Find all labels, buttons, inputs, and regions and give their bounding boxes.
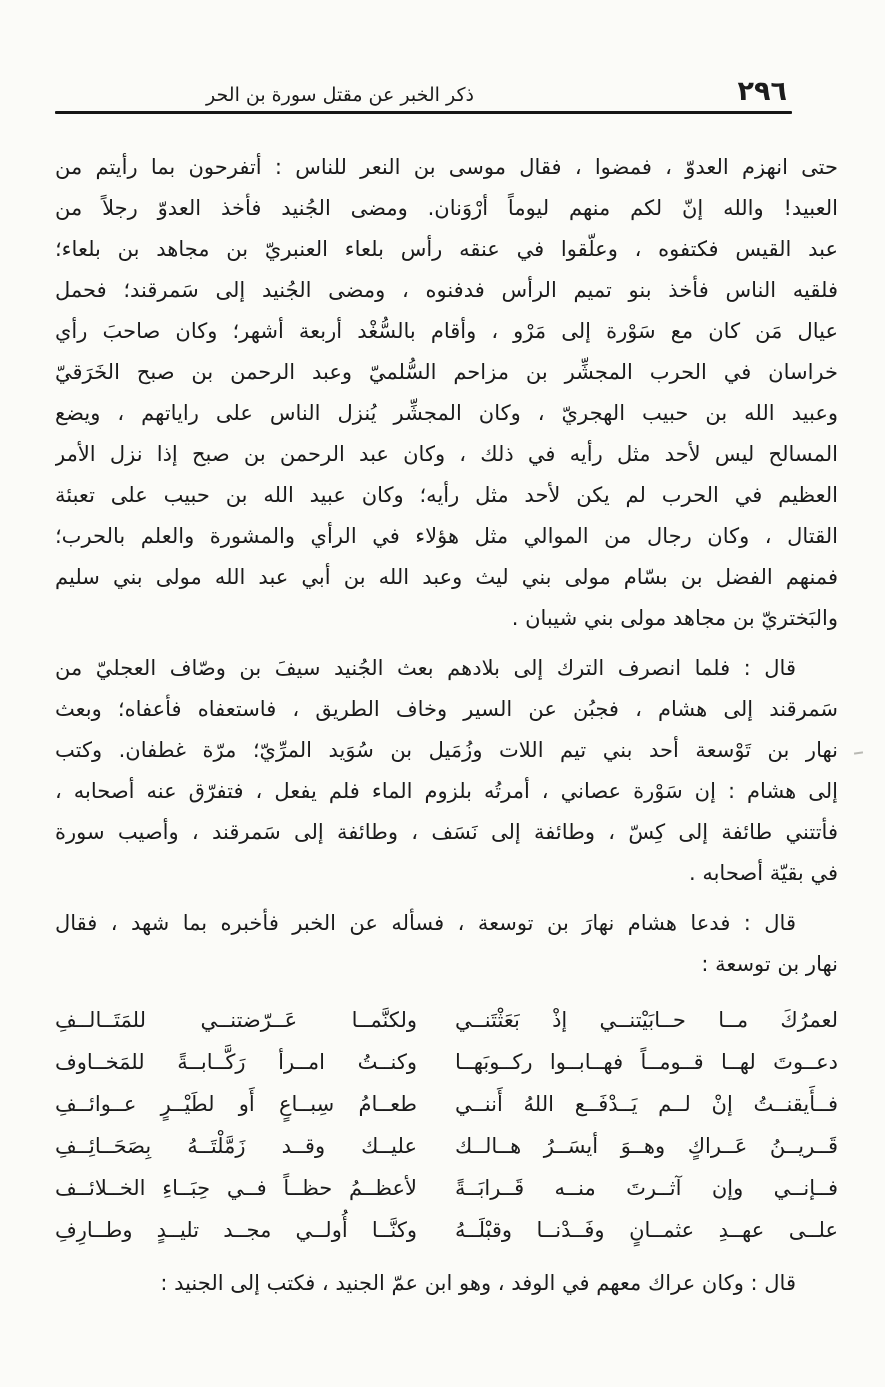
- poem-verse: [55, 1125, 838, 1167]
- poem-verse: [55, 999, 838, 1041]
- text-line: عبد القيس فكتفوه ، وعلّقوا في عنقه رأس بلعاء العنبريّ بن مجاهد بن بلعاء؛: [55, 237, 838, 261]
- text-line: القتال ، وكان رجال من الموالي مثل هؤلاء في الرأي والمشورة والعلم بالحرب؛: [55, 524, 838, 548]
- text-line: وعبيد الله بن حبيب الهجريّ ، وكان المجشِّر يُنزل الناس على راياتهم ، ويضع: [55, 401, 838, 425]
- text-line: حتى انهزم العدوّ ، فمضوا ، فقال موسى بن النعر للناس : أتفرحون بما رأيتم من: [55, 155, 838, 179]
- text-line: نهار بن توسعة :: [701, 952, 838, 976]
- text-line: قال : وكان عراك معهم في الوفد ، وهو ابن عمّ الجنيد ، فكتب إلى الجنيد :: [160, 1271, 796, 1295]
- text-line: قال : فلما انصرف الترك إلى بلادهم بعث الجُنيد سيفَ بن وصّاف العجليّ من: [55, 656, 796, 680]
- text-line: العظيم في الحرب لم يكن لأحد مثل رأيه؛ وكان عبيد الله بن حبيب على تعبئة: [55, 483, 838, 507]
- hemistich-first: قَــريــنُ عَــراكٍ وهــوَ أيسَــرُ هــالــك: [455, 1134, 838, 1158]
- poem-verse: [55, 1083, 838, 1125]
- text-line: والبَختريّ بن مجاهد مولى بني شيبان .: [511, 606, 838, 630]
- hemistich-first: فــأَيقنــتُ إنْ لــم يَــدْفَــع اللهُ أَننــي: [455, 1092, 838, 1116]
- page-body: [0, 115, 885, 1304]
- hemistich-second: لأعظــمُ حظــاً فــي حِبَــاءِ الخــلائــف: [55, 1176, 417, 1200]
- text-line: فأتتني طائفة إلى كِسّ ، وطائفة إلى نَسَف ، وطائفة إلى سَمرقند ، وأصيب سورة: [55, 820, 838, 844]
- poem-verse: [55, 1209, 838, 1251]
- poem: [55, 999, 838, 1251]
- text-line: في بقيّة أصحابه .: [688, 861, 838, 885]
- closing-paragraph: [55, 1263, 838, 1304]
- text-line: العبيد! والله إنّ لكم منهم ليوماً أرْوَنان. ومضى الجُنيد فأخذ العدوّ رجلاً من: [55, 196, 838, 220]
- text-line: عيال مَن كان مع سَوْرة إلى مَرْو ، وأقام بالسُّغْد أربعة أشهر؛ وكان صاحبَ رأي: [55, 319, 838, 343]
- page-header: [0, 0, 885, 115]
- text-line: سَمرقند إلى هشام ، فجبُن عن السير وخاف الطريق ، فاستعفاه فأعفاه؛ وبعث: [55, 697, 838, 721]
- poem-verse: [55, 1167, 838, 1209]
- text-line: قال : فدعا هشام نهارَ بن توسعة ، فسأله عن الخبر فأخبره بما شهد ، فقال: [55, 911, 796, 935]
- paragraph-1: [55, 147, 838, 639]
- running-title: ذكر الخبر عن مقتل سورة بن الحر: [206, 84, 474, 106]
- header-rule: [55, 111, 792, 114]
- text-line: إلى هشام : إن سَوْرة عصاني ، أمرتُه بلزوم الماء فلم يفعل ، فتفرّق عنه أصحابه ،: [55, 779, 838, 803]
- text-line: نهار بن تَوْسعة أحد بني تيم اللات وزُمَيل بن سُوَيد المرِّيّ؛ مرّة غطفان. وكتب: [55, 738, 838, 762]
- hemistich-second: وكنــتُ امــرأ رَكَّــابــةً للمَخــاوف: [55, 1050, 417, 1074]
- poem-verse: [55, 1041, 838, 1083]
- text-line: المسالح ليس لأحد مثل رأيه في ذلك ، وكان عبد الرحمن بن صبح إذا نزل الأمر: [55, 442, 838, 466]
- text-line: فلقيه الناس فأخذ بنو تميم الرأس فدفنوه ، ومضى الجُنيد إلى سَمرقند؛ فحمل: [55, 278, 838, 302]
- hemistich-first: لعمرُكَ مــا حــابَيْتنــي إذْ بَعَثْتَنــي: [455, 1008, 838, 1032]
- paragraph-2: [55, 648, 838, 894]
- hemistich-first: فــإنــي وإن آثــرتَ منــه قَــرابَــةً: [455, 1176, 838, 1200]
- hemistich-second: وكنَّــا أُولــي مجــد تليــدٍ وطــارِفِ: [55, 1218, 417, 1242]
- hemistich-second: عليــك وقــد زَمَّلْتَــهُ بِصَحَــائِــفِ: [55, 1134, 417, 1158]
- text-line: فمنهم الفضل بن بسّام مولى بني ليث وعبد الله بن أبي عبد الله مولى بني سليم: [55, 565, 838, 589]
- page-number: ٢٩٦: [737, 76, 787, 107]
- paragraph-3: [55, 903, 838, 985]
- text-line: خراسان في الحرب المجشِّر بن مزاحم السُّلميّ وعبد الرحمن بن صبح الخَرَقيّ: [55, 360, 838, 384]
- hemistich-first: دعــوتَ لهــا قــومــاً فهــابــوا ركــوبَهــا: [455, 1050, 838, 1074]
- hemistich-first: علــى عهــدِ عثمــانٍ وفَــدْنــا وقبْلَــهُ: [455, 1218, 838, 1242]
- hemistich-second: طعــامُ سِبــاعٍ أَو لطَيْــرٍ عــوائــفِ: [55, 1092, 417, 1116]
- hemistich-second: ولكنَّمــا عَــرّضتنــي للمَتَــالــفِ: [55, 1008, 417, 1032]
